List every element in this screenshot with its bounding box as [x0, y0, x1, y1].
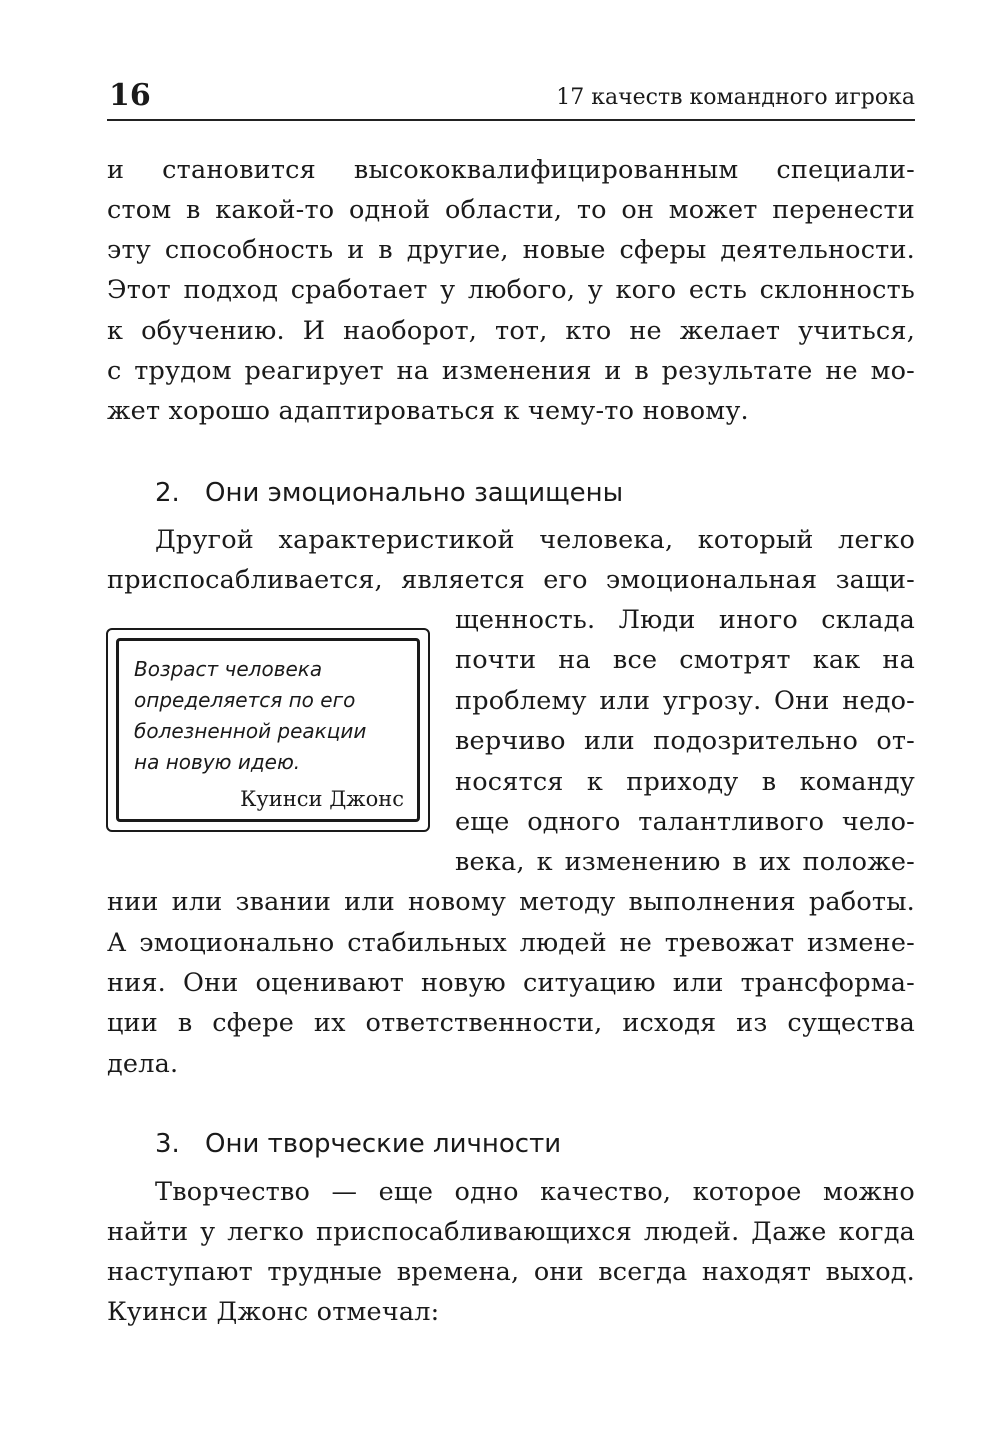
section-title: Они эмоционально защищены: [205, 478, 624, 508]
body-line: дела.: [107, 1049, 179, 1079]
running-title: 17 качеств командного игрока: [556, 85, 915, 110]
body-line: Другой характеристикой человека, который легко: [155, 525, 915, 555]
body-line: ции в сфере их ответственности, исходя из существа: [107, 1008, 915, 1038]
quote-text: [134, 654, 414, 778]
section-title: Они творческие личности: [205, 1129, 562, 1159]
header-rule: [107, 119, 915, 121]
body-line: ния. Они оценивают новую ситуацию или трансформа-: [107, 968, 915, 998]
body-line: к обучению. И наоборот, тот, кто не желает учиться,: [107, 316, 915, 346]
body-line: Куинси Джонс отмечал:: [107, 1297, 440, 1327]
body-line: еще одного талантливого чело-: [455, 807, 915, 837]
page-number: 16: [109, 78, 151, 113]
body-line: с трудом реагирует на изменения и в результате не мо-: [107, 356, 915, 386]
section-heading: [155, 1124, 915, 1164]
section-number: 2.: [155, 478, 180, 508]
body-line: века, к изменению в их положе-: [455, 847, 915, 877]
body-line: А эмоционально стабильных людей не тревожат измене-: [107, 928, 915, 958]
body-line: проблему или угрозу. Они недо-: [455, 686, 915, 716]
quote-line: Возраст человека: [134, 657, 323, 681]
body-line: щенность. Люди иного склада: [455, 605, 915, 635]
body-line: стом в какой-то одной области, то он может перенести: [107, 195, 915, 225]
page-header: [107, 76, 915, 118]
body-line: нии или звании или новому методу выполнения работы.: [107, 887, 915, 917]
body-line: носятся к приходу в команду: [455, 767, 915, 797]
body-line: верчиво или подозрительно от-: [455, 726, 915, 756]
section-heading: [155, 473, 915, 513]
quote-author: Куинси Джонс: [240, 787, 404, 811]
body-line: наступают трудные времена, они всегда находят выход.: [107, 1257, 915, 1287]
quote-line: болезненной реакции: [134, 719, 367, 743]
quote-line: на новую идею.: [134, 750, 301, 774]
body-line: Этот подход сработает у любого, у кого есть склонность: [107, 275, 915, 305]
section-number: 3.: [155, 1129, 180, 1159]
body-line: эту способность и в другие, новые сферы деятельности.: [107, 235, 915, 265]
body-line: почти на все смотрят как на: [455, 645, 915, 675]
body-line: Творчество — еще одно качество, которое можно: [155, 1177, 915, 1207]
body-line: и становится высококвалифицированным специали-: [107, 155, 915, 185]
body-line: приспосабливается, является его эмоциональная защи-: [107, 565, 915, 595]
body-line: найти у легко приспосабливающихся людей. Даже когда: [107, 1217, 915, 1247]
body-line: жет хорошо адаптироваться к чему-то новому.: [107, 396, 749, 426]
quote-line: определяется по его: [134, 688, 356, 712]
